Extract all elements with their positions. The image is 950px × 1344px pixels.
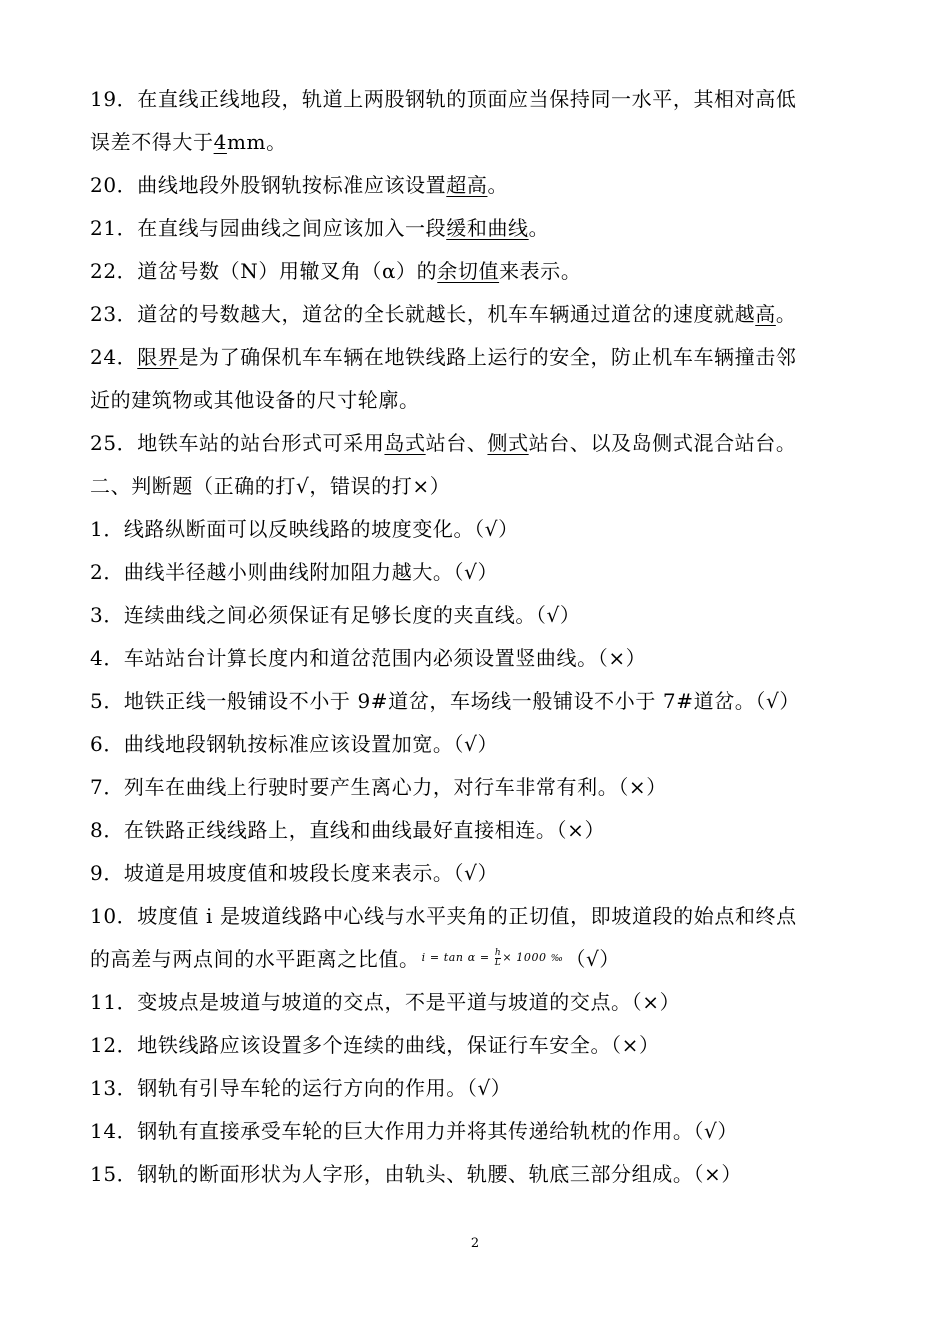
question-item: 6．曲线地段钢轨按标准应该设置加宽。（√） — [90, 732, 499, 756]
question-item: 5．地铁正线一般铺设不小于 9#道岔，车场线一般铺设不小于 7#道岔。（√） — [90, 689, 800, 713]
question-item: 13．钢轨有引导车轮的运行方向的作用。（√） — [90, 1076, 512, 1100]
question-item: 12．地铁线路应该设置多个连续的曲线，保证行车安全。（×） — [90, 1033, 660, 1057]
answer-blank: 高 — [755, 302, 776, 326]
question-item: 11．变坡点是坡道与坡道的交点，不是平道与坡道的交点。（×） — [90, 990, 681, 1014]
text-line: 19．在直线正线地段，轨道上两股钢轨的顶面应当保持同一水平，其相对高低 — [90, 87, 797, 111]
question-item: 7．列车在曲线上行驶时要产生离心力，对行车非常有利。（×） — [90, 775, 667, 799]
question-item: 2．曲线半径越小则曲线附加阻力越大。（√） — [90, 560, 499, 584]
text-line: 20．曲线地段外股钢轨按标准应该设置超高。 — [90, 173, 509, 197]
answer-blank: 岛式 — [384, 431, 426, 455]
answer-blank: 侧式 — [487, 431, 529, 455]
question-item: 9．坡道是用坡度值和坡段长度来表示。（√） — [90, 861, 499, 885]
question-item: 14．钢轨有直接承受车轮的巨大作用力并将其传递给轨枕的作用。（√） — [90, 1119, 738, 1143]
text-line: 25．地铁车站的站台形式可采用岛式站台、侧式站台、以及岛侧式混合站台。 — [90, 431, 797, 455]
question-item: 3．连续曲线之间必须保证有足够长度的夹直线。（√） — [90, 603, 581, 627]
text-line: 近的建筑物或其他设备的尺寸轮廓。 — [90, 388, 420, 412]
slope-formula: i = tan α = $\frac{h}{L}$ × 1000 ‰ — [421, 947, 564, 968]
text-line: 21．在直线与园曲线之间应该加入一段缓和曲线。 — [90, 216, 550, 240]
answer-blank: 超高 — [446, 173, 488, 197]
question-item: 15．钢轨的断面形状为人字形，由轨头、轨腰、轨底三部分组成。（×） — [90, 1162, 743, 1186]
answer-blank: 余切值 — [437, 259, 500, 283]
question-item: 10．坡度值 i 是坡道线路中心线与水平夹角的正切值，即坡道段的始点和终点 — [90, 904, 797, 928]
answer-blank: 限界 — [137, 345, 179, 369]
question-item: 1．线路纵断面可以反映线路的坡度变化。（√） — [90, 517, 519, 541]
section-heading: 二、判断题（正确的打√，错误的打×） — [90, 474, 451, 498]
answer-blank: 4 — [213, 130, 227, 154]
question-item: 4．车站站台计算长度内和道岔范围内必须设置竖曲线。（×） — [90, 646, 647, 670]
text-line: 24．限界是为了确保机车车辆在地铁线路上运行的安全，防止机车车辆撞击邻 — [90, 345, 797, 369]
text-line: 误差不得大于4mm。 — [90, 130, 287, 154]
text-line: 22．道岔号数（N）用辙叉角（α）的余切值来表示。 — [90, 259, 582, 283]
question-item: 8．在铁路正线线路上，直线和曲线最好直接相连。（×） — [90, 818, 606, 842]
page-number: 2 — [470, 1236, 480, 1251]
text-line: 23．道岔的号数越大，道岔的全长就越长，机车车辆通过道岔的速度就越高。 — [90, 302, 797, 326]
answer-blank: 缓和曲线 — [446, 216, 529, 240]
question-item: 的高差与两点间的水平距离之比值。 i = tan α = $\frac{h}{L}$ × 1000 ‰ （√） — [90, 944, 870, 976]
